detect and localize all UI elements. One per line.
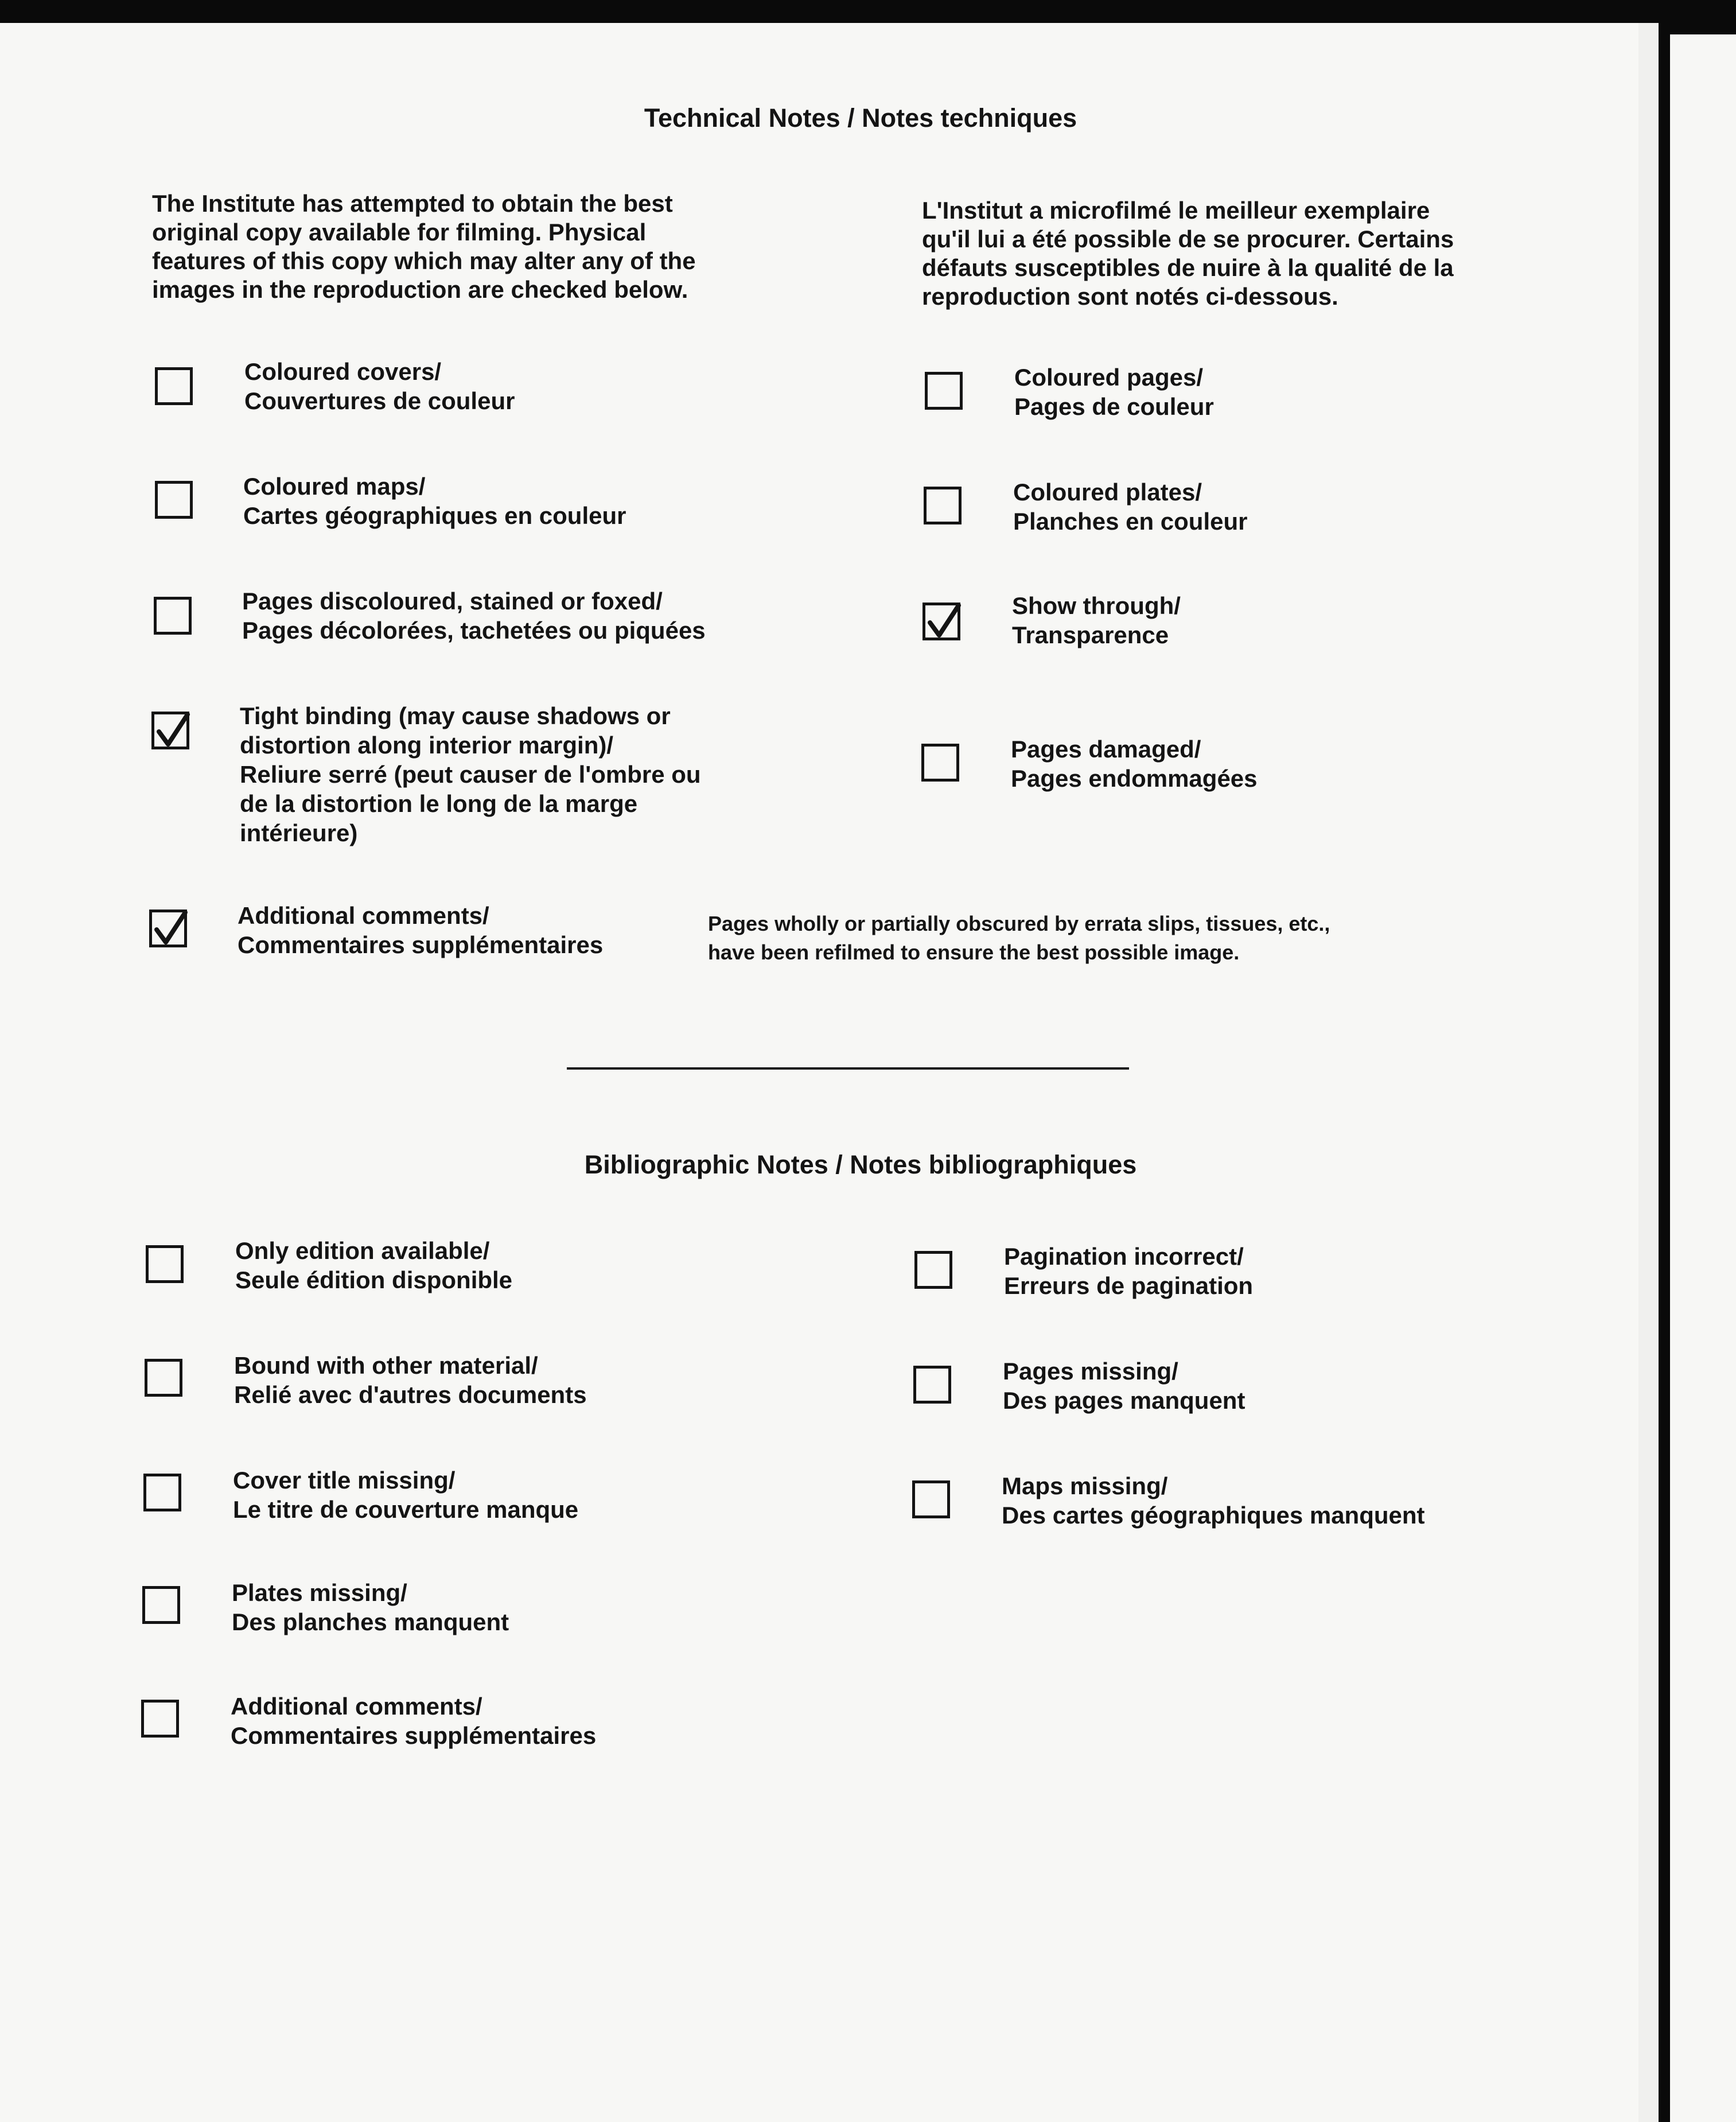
label-show-through: Show through/ Transparence <box>1012 592 1181 648</box>
label-coloured-pages: Coloured pages/ Pages de couleur <box>1014 364 1214 420</box>
label-maps-missing: Maps missing/ Des cartes géographiques manquent <box>1002 1472 1425 1529</box>
label-coloured-maps: Coloured maps/ Cartes géographiques en couleur <box>243 473 626 529</box>
label-bound-with: Bound with other material/ Relié avec d'autres documents <box>234 1352 587 1408</box>
checkbox-coloured-maps[interactable] <box>155 481 193 519</box>
label-additional-comments-technical: Additional comments/ Commentaires supplémentaires <box>238 902 604 958</box>
label-only-edition: Only edition available/ Seule édition disponible <box>235 1237 513 1293</box>
checkbox-only-edition[interactable] <box>146 1245 184 1283</box>
label-cover-title-missing: Cover title missing/ Le titre de couverture manque <box>233 1467 579 1523</box>
checkbox-pages-missing[interactable] <box>913 1366 951 1404</box>
check-mark-icon <box>152 710 192 752</box>
checkbox-pagination-incorrect[interactable] <box>914 1251 952 1289</box>
label-pages-damaged: Pages damaged/ Pages endommagées <box>1011 736 1258 792</box>
checkbox-additional-comments-bibliographic[interactable] <box>141 1700 179 1738</box>
checkbox-cover-title-missing[interactable] <box>143 1474 181 1511</box>
label-pages-missing: Pages missing/ Des pages manquent <box>1003 1358 1245 1414</box>
label-coloured-covers: Coloured covers/ Couvertures de couleur <box>244 358 515 414</box>
checkbox-show-through[interactable] <box>923 603 960 640</box>
label-coloured-plates: Coloured plates/ Planches en couleur <box>1013 479 1248 535</box>
technical-intro-french: L'Institut a microfilmé le meilleur exemplaire qu'il lui a été possible de se procurer. Certains défauts susceptibles de nuire à la qualité de la reproduction sont notés ci-dessous. <box>922 197 1454 310</box>
label-pages-discoloured: Pages discoloured, stained or foxed/ Pages décolorées, tachetées ou piquées <box>242 588 706 644</box>
checkbox-coloured-pages[interactable] <box>925 372 963 410</box>
checkbox-maps-missing[interactable] <box>912 1480 950 1518</box>
label-tight-binding: Tight binding (may cause shadows or distortion along interior margin)/ Reliure serré (peut causer de l'ombre ou de la distortion le long de la marge intérieure) <box>240 702 701 846</box>
document-page <box>0 23 1638 2122</box>
checkbox-additional-comments-technical[interactable] <box>149 910 187 947</box>
checkbox-pages-discoloured[interactable] <box>154 597 192 635</box>
technical-notes-title: Technical Notes / Notes techniques <box>644 103 1077 133</box>
checkbox-coloured-covers[interactable] <box>155 367 193 405</box>
checkbox-tight-binding[interactable] <box>151 712 189 749</box>
checkbox-coloured-plates[interactable] <box>924 487 962 524</box>
label-pagination-incorrect: Pagination incorrect/ Erreurs de pagination <box>1004 1243 1254 1299</box>
section-divider <box>567 1067 1129 1070</box>
technical-intro-english: The Institute has attempted to obtain the best original copy available for filming. Physical features of this copy which may alter any of the images in the reproduction are checked below. <box>152 190 696 303</box>
checkbox-plates-missing[interactable] <box>142 1586 180 1624</box>
checkbox-pages-damaged[interactable] <box>921 744 959 782</box>
page-gap <box>1659 23 1670 2122</box>
adjacent-page <box>1670 34 1736 2122</box>
bibliographic-notes-title: Bibliographic Notes / Notes bibliographiques <box>584 1150 1137 1179</box>
page-edge <box>1638 23 1659 2122</box>
check-mark-icon <box>150 908 190 950</box>
label-additional-comments-bibliographic: Additional comments/ Commentaires supplémentaires <box>231 1693 597 1749</box>
check-mark-icon <box>923 601 963 643</box>
checkbox-bound-with[interactable] <box>145 1359 182 1397</box>
label-plates-missing: Plates missing/ Des planches manquent <box>232 1579 509 1635</box>
additional-comments-note: Pages wholly or partially obscured by errata slips, tissues, etc., have been refilmed to ensure the best possible image. <box>708 912 1330 964</box>
